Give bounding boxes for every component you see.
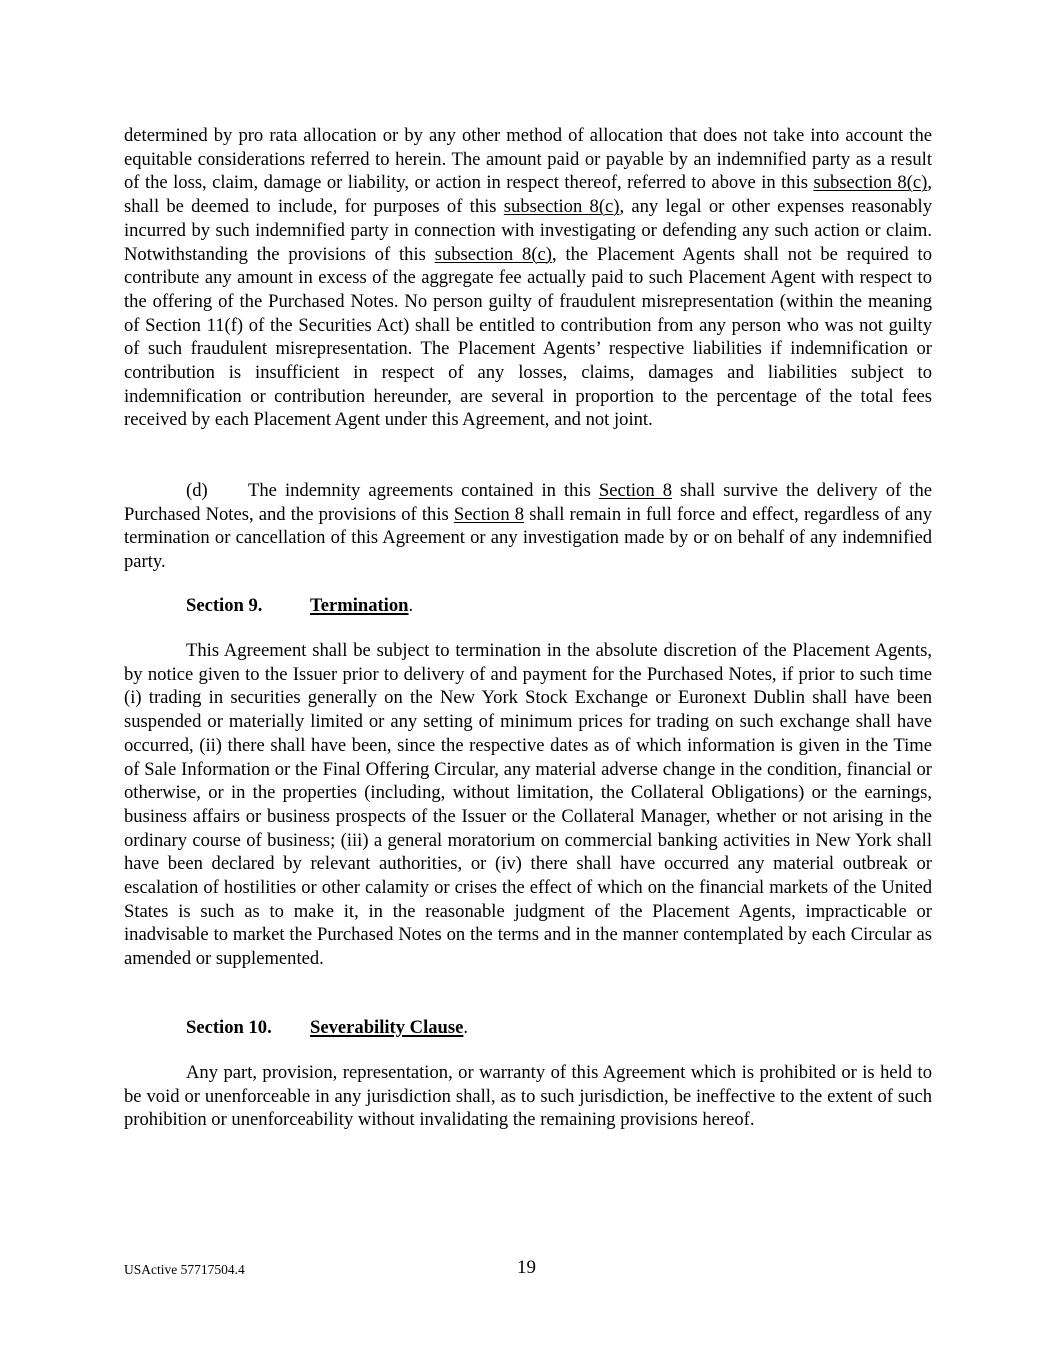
heading-period: . <box>463 1017 469 1038</box>
text-run: determined by pro rata allocation or by any other method of allocation that does not take into account the equitable considerations referred to herein. The amount paid or payable by an indemnified party as a result of the loss, claim, damage or liability, or action in respect thereof, referred to above in this <box>124 125 932 194</box>
section-9-body: This Agreement shall be subject to termination in the absolute discretion of the Placement Agents, by notice given to the Issuer prior to delivery of and payment for the Purchased Notes, if prior to such time (i) trading in securities generally on the New York Stock Exchange or Euronext Dublin shall have been suspended or materially limited or any setting of minimum prices for trading on such exchange shall have occurred, (ii) there shall have been, since the respective dates as of which information is given in the Time of Sale Information or the Final Offering Circular, any material adverse change in the condition, financial or otherwise, or in the properties (including, without limitation, the Collateral Obligations) or the earnings, business affairs or business prospects of the Issuer or the Collateral Manager, whether or not arising in the ordinary course of business; (iii) a general moratorium on commercial banking activities in New York shall have been declared by relevant authorities, or (iv) there shall have occurred any material outbreak or escalation of hostilities or other calamity or crises the effect of which on the financial markets of the United States is such as to make it, in the reasonable judgment of the Placement Agents, impracticable or inadvisable to market the Purchased Notes on the terms and in the manner contemplated by each Circular as amended or supplemented. <box>124 640 932 970</box>
section-number: Section 10. <box>186 1017 272 1038</box>
footer-page-number: 19 <box>517 1257 536 1278</box>
footer-document-id: USActive 57717504.4 <box>124 1262 245 1277</box>
section-9-heading <box>186 594 413 618</box>
paragraph-d-survival <box>124 479 932 574</box>
text-run: , any legal or other expenses reasonably incurred by such indemnified party in connection with investigating or defending any such action or claim. Notwithstanding the provisions of this <box>124 196 932 265</box>
cross-reference-section-8: Section 8 <box>453 503 525 525</box>
section-number: Section 9. <box>186 595 263 616</box>
paragraph-contribution <box>124 124 932 432</box>
section-10-body: Any part, provision, representation, or warranty of this Agreement which is prohibited or is held to be void or unenforceable in any jurisdiction shall, as to such jurisdiction, be ineffective to the extent of such prohibition or unenforceability without invalidating the remaining provisions hereof. <box>124 1062 932 1131</box>
text-run: shall survive the delivery of the Purchased Notes, and the provisions of this <box>124 480 932 525</box>
text-run: , the Placement Agents shall not be required to contribute any amount in excess of the aggregate fee actually paid to such Placement Agent with respect to the offering of the Purchased Notes. No person guilty of fraudulent misrepresentation (within the meaning of Section 11(f) of the Securities Act) shall be entitled to contribution from any person who was not guilty of such fraudulent misrepresentation. The Placement Agents’ respective liabilities if indemnification or contribution is insufficient in respect of any losses, claims, damages and liabilities subject to indemnification or contribution hereunder, are several in proportion to the percentage of the total fees received by each Placement Agent under this Agreement, and not joint. <box>124 243 932 431</box>
cross-reference-subsection-8c: subsection 8(c) <box>434 243 552 265</box>
cross-reference-subsection-8c: subsection 8(c) <box>813 172 928 194</box>
text-run: The indemnity agreements contained in this <box>248 480 599 501</box>
section-10-heading <box>186 1016 468 1040</box>
clause-label-d: (d) <box>186 480 208 501</box>
heading-period: . <box>408 595 414 616</box>
cross-reference-subsection-8c: subsection 8(c) <box>503 196 620 218</box>
text-run: , shall be deemed to include, for purposes of this <box>124 172 932 218</box>
section-title: Severability Clause <box>310 1017 464 1038</box>
text-run: shall remain in full force and effect, regardless of any termination or cancellation of this Agreement or any investigation made by or on behalf of any indemnified party. <box>124 503 932 573</box>
cross-reference-section-8: Section 8 <box>598 480 672 501</box>
section-title: Termination <box>310 595 409 616</box>
